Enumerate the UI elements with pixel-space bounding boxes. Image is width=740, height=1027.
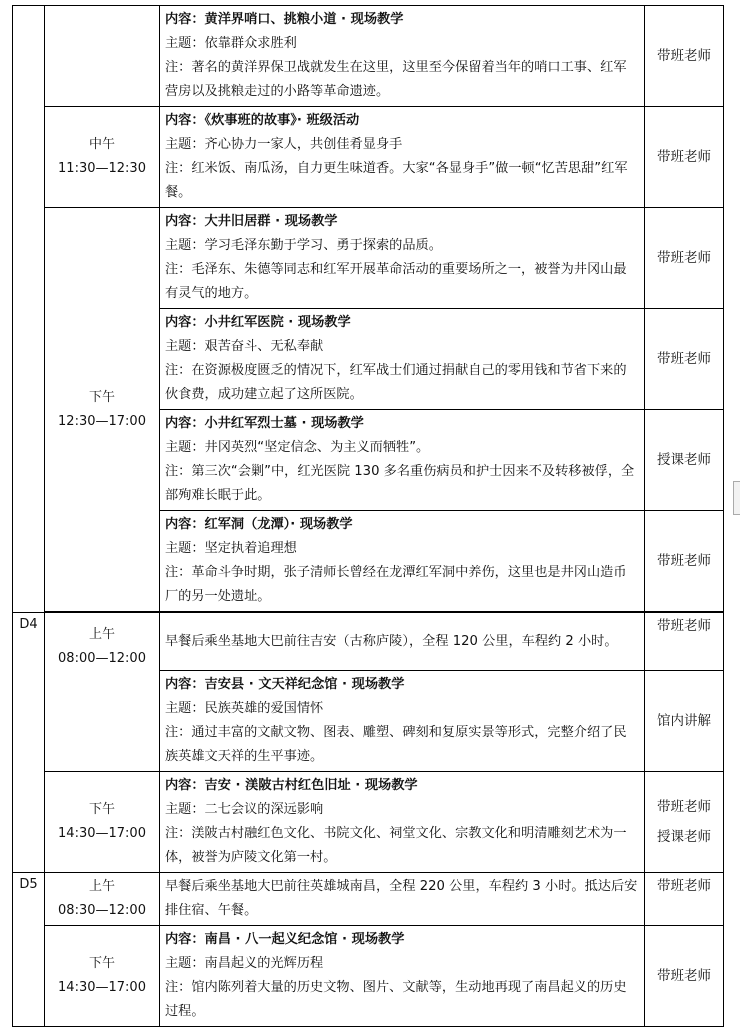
session-note: 注：第三次“会剿”中，红光医院 130 多名重伤病员和护士因来不及转移被俘，全部殉难长眠于此。 [165,464,635,503]
session-note: 注：革命斗争时期，张子清师长曾经在龙潭红军洞中养伤，这里也是井冈山造币厂的另一处遗址。 [165,565,627,604]
session-theme: 主题：齐心协力一家人，共创佳肴显身手 [165,137,403,152]
session-note: 早餐后乘坐基地大巴前往英雄城南昌，全程 220 公里，车程约 3 小时。抵达后安排住宿、午餐。 [165,879,638,918]
session-content [160,671,645,772]
side-scroll-tab[interactable] [733,481,740,515]
teacher-cell: 带班老师 [645,873,724,926]
session-content [160,772,645,873]
table-row [13,873,724,926]
session-content [160,107,645,208]
teacher-cell: 带班老师 [645,107,724,208]
session-title: 内容：黄洋界哨口、挑粮小道 · 现场教学 [165,12,404,27]
session-content [160,309,645,410]
session-theme: 主题：学习毛泽东勤于学习、勇于探索的品质。 [165,238,442,253]
table-row [13,6,724,107]
session-content [160,873,645,926]
teacher-cell: 带班老师 [645,208,724,309]
session-content [160,6,645,107]
session-title: 内容：小井红军医院 · 现场教学 [165,315,351,330]
teacher-cell: 带班老师 [645,613,724,671]
session-note: 注：红米饭、南瓜汤，自力更生味道香。大家“各显身手”做一顿“忆苦思甜”红军餐。 [165,161,628,200]
time-cell: 上午 08:30—12:00 [45,873,160,926]
day-cell-d4: D4 [13,613,45,873]
time-cell: 中午 11:30—12:30 [45,107,160,208]
session-note: 注：馆内陈列着大量的历史文物、图片、文献等，生动地再现了南昌起义的历史过程。 [165,980,627,1019]
table-row [13,107,724,208]
table-row [13,926,724,1027]
teacher-cell: 带班老师 [645,926,724,1027]
teacher-cell: 带班老师 授课老师 [645,772,724,873]
teacher-cell: 带班老师 [645,6,724,107]
session-note: 注：在资源极度匮乏的情况下，红军战士们通过捐献自己的零用钱和节省下来的伙食费，成功建立起了这所医院。 [165,363,627,402]
session-content [160,410,645,511]
session-note: 注：毛泽东、朱德等同志和红军开展革命活动的重要场所之一，被誉为井冈山最有灵气的地方。 [165,262,627,301]
time-cell: 下午 14:30—17:00 [45,926,160,1027]
session-content [160,208,645,309]
session-title: 内容：吉安 · 渼陂古村红色旧址 · 现场教学 [165,778,418,793]
session-title: 内容：南昌 · 八一起义纪念馆 · 现场教学 [165,932,405,947]
session-note: 注：渼陂古村融红色文化、书院文化、祠堂文化、宗教文化和明清雕刻艺术为一体，被誉为庐陵文化第一村。 [165,826,627,865]
day-cell-d5: D5 [13,873,45,1027]
session-theme: 主题：井冈英烈“坚定信念、为主义而牺牲”。 [165,440,430,455]
time-cell: 下午 12:30—17:00 [45,208,160,612]
table-row [13,772,724,873]
teacher-cell: 馆内讲解 [645,671,724,772]
session-note: 注：著名的黄洋界保卫战就发生在这里，这里至今保留着当年的哨口工事、红军营房以及挑粮走过的小路等革命遗迹。 [165,60,627,99]
session-content [160,613,645,671]
table-row [13,208,724,309]
schedule-table [12,5,724,1027]
session-theme: 主题：艰苦奋斗、无私奉献 [165,339,324,354]
session-theme: 主题：依靠群众求胜利 [165,36,297,51]
session-note: 注：通过丰富的文献文物、图表、雕塑、碑刻和复原实景等形式，完整介绍了民族英雄文天祥的生平事迹。 [165,725,627,764]
time-cell: 上午 08:00—12:00 [45,613,160,772]
session-title: 内容：小井红军烈士墓 · 现场教学 [165,416,364,431]
time-cell: 下午 14:30—17:00 [45,772,160,873]
session-theme: 主题：民族英雄的爱国情怀 [165,701,324,716]
session-title: 内容：吉安县 · 文天祥纪念馆 · 现场教学 [165,677,405,692]
session-theme: 主题：南昌起义的光辉历程 [165,956,324,971]
session-title: 内容：《炊事班的故事》· 班级活动 [165,113,360,128]
session-title: 内容：红军洞（龙潭）· 现场教学 [165,517,353,532]
teacher-cell: 带班老师 [645,309,724,410]
teacher-cell: 带班老师 [645,511,724,612]
time-cell [45,6,160,107]
table-row [13,613,724,671]
session-content [160,926,645,1027]
session-title: 内容：大井旧居群 · 现场教学 [165,214,338,229]
session-theme: 主题：坚定执着追理想 [165,541,297,556]
session-theme: 主题：二七会议的深远影响 [165,802,324,817]
session-note: 早餐后乘坐基地大巴前往吉安（古称庐陵），全程 120 公里，车程约 2 小时。 [165,633,618,649]
day-cell-d3 [13,6,45,613]
session-content [160,511,645,612]
teacher-cell: 授课老师 [645,410,724,511]
